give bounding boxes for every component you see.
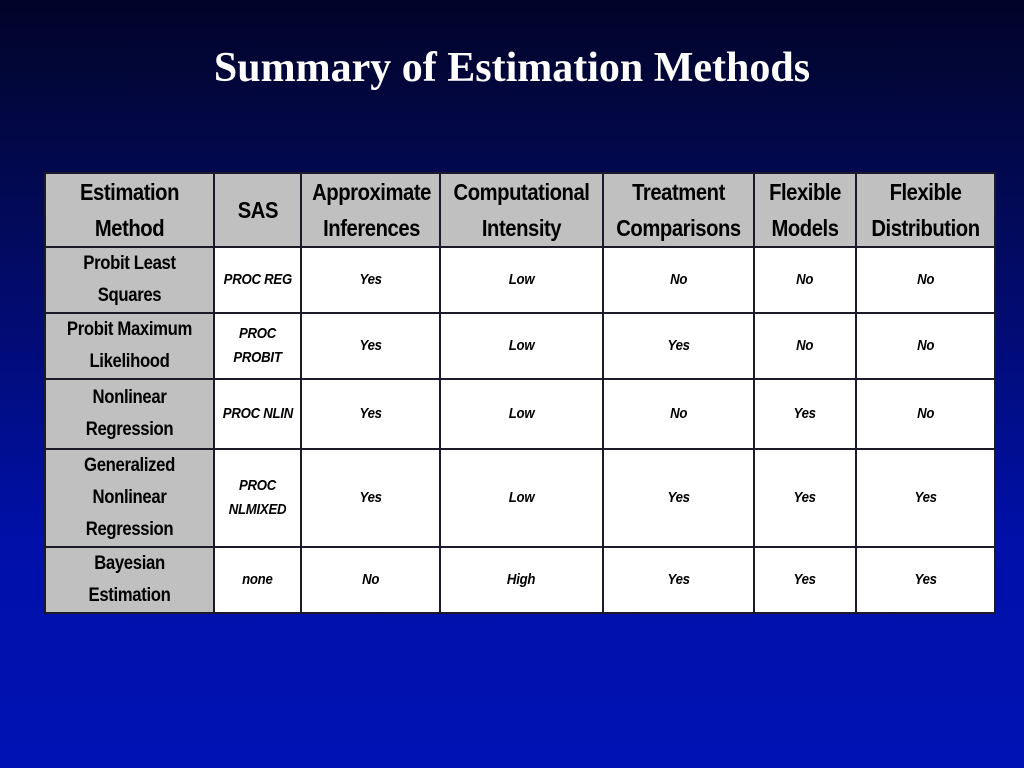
table-row: [45, 247, 995, 313]
header-cell: SAS: [214, 173, 301, 247]
sas-cell: PROC NLMIXED: [214, 449, 301, 547]
distribution-cell: No: [856, 247, 995, 313]
intensity-cell: Low: [440, 379, 603, 449]
approx-cell: Yes: [301, 449, 440, 547]
approx-cell: Yes: [301, 379, 440, 449]
distribution-cell: Yes: [856, 449, 995, 547]
method-cell: Probit Maximum Likelihood: [45, 313, 214, 379]
treatment-cell: No: [603, 379, 754, 449]
method-cell: Generalized Nonlinear Regression: [45, 449, 214, 547]
approx-cell: Yes: [301, 247, 440, 313]
method-cell: Bayesian Estimation: [45, 547, 214, 613]
method-cell: Nonlinear Regression: [45, 379, 214, 449]
treatment-cell: Yes: [603, 547, 754, 613]
models-cell: Yes: [754, 379, 856, 449]
table-row: [45, 547, 995, 613]
intensity-cell: High: [440, 547, 603, 613]
slide-title: Summary of Estimation Methods: [213, 45, 811, 91]
table-header-row: [45, 173, 995, 247]
distribution-cell: No: [856, 379, 995, 449]
table-row: [45, 449, 995, 547]
sas-cell: PROC NLIN: [214, 379, 301, 449]
header-cell: Flexible Distribution: [856, 173, 995, 247]
sas-cell: PROC REG: [214, 247, 301, 313]
table-row: [45, 313, 995, 379]
intensity-cell: Low: [440, 247, 603, 313]
models-cell: No: [754, 247, 856, 313]
models-cell: No: [754, 313, 856, 379]
header-cell: Computational Intensity: [440, 173, 603, 247]
models-cell: Yes: [754, 449, 856, 547]
sas-cell: none: [214, 547, 301, 613]
models-cell: Yes: [754, 547, 856, 613]
method-cell: Probit Least Squares: [45, 247, 214, 313]
treatment-cell: Yes: [603, 313, 754, 379]
distribution-cell: Yes: [856, 547, 995, 613]
intensity-cell: Low: [440, 449, 603, 547]
header-cell: Treatment Comparisons: [603, 173, 754, 247]
header-cell: Approximate Inferences: [301, 173, 440, 247]
approx-cell: No: [301, 547, 440, 613]
distribution-cell: No: [856, 313, 995, 379]
sas-cell: PROC PROBIT: [214, 313, 301, 379]
intensity-cell: Low: [440, 313, 603, 379]
summary-table: [44, 172, 996, 614]
header-cell: Estimation Method: [45, 173, 214, 247]
treatment-cell: No: [603, 247, 754, 313]
treatment-cell: Yes: [603, 449, 754, 547]
approx-cell: Yes: [301, 313, 440, 379]
header-cell: Flexible Models: [754, 173, 856, 247]
table-row: [45, 379, 995, 449]
